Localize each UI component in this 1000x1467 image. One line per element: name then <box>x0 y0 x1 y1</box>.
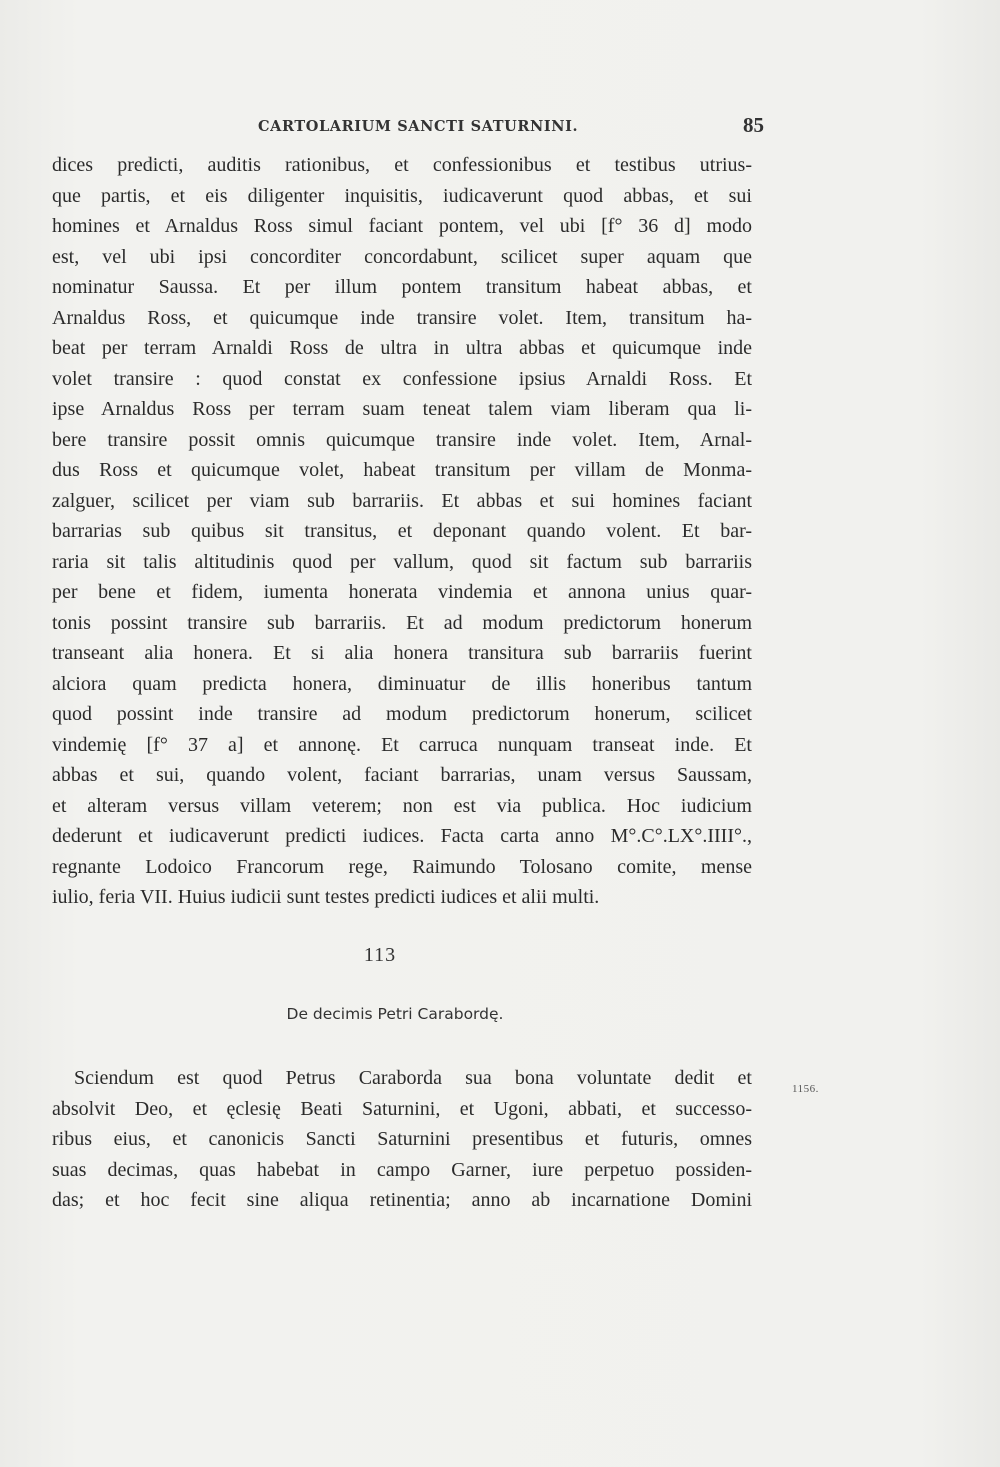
text-line: homines et Arnaldus Ross simul faciant pontem, vel ubi [f° 36 d] modo <box>52 215 752 237</box>
text-line: vindemię [f° 37 a] et annonę. Et carruca nunquam transeat inde. Et <box>52 733 752 756</box>
text-line: et alteram versus villam veterem; non est via publica. Hoc iudicium <box>52 794 752 817</box>
text-line: Arnaldus Ross, et quicumque inde transire volet. Item, transitum ha- <box>52 306 752 329</box>
running-head <box>56 112 764 142</box>
text-line: beat per terram Arnaldi Ross de ultra in ultra abbas et quicumque inde <box>52 337 752 359</box>
text-line: tonis possint transire sub barrariis. Et ad modum predictorum honerum <box>52 611 752 634</box>
text-line: barrarias sub quibus sit transitus, et deponant quando volent. Et bar- <box>52 520 752 542</box>
charter-number: 113 <box>363 944 397 966</box>
text-line: que partis, et eis diligenter inquisitis, iudicaverunt quod abbas, et sui <box>52 184 752 207</box>
text-line: iulio, feria VII. Huius iudicii sunt testes predicti iudices et alii multi. <box>52 886 600 908</box>
charter-paragraph <box>52 1063 752 1216</box>
running-title: CARTOLARIUM SANCTI SATURNINI. <box>258 118 579 135</box>
text-line: bere transire possit omnis quicumque transire inde volet. Item, Arnal- <box>52 428 752 451</box>
text-line: quod possint inde transire ad modum predictorum honerum, scilicet <box>52 703 752 725</box>
text-line: volet transire : quod constat ex confessione ipsius Arnaldi Ross. Et <box>52 367 752 390</box>
text-line: ipse Arnaldus Ross per terram suam teneat talem viam liberam qua li- <box>52 398 752 420</box>
continued-paragraph <box>52 150 752 913</box>
text-line: raria sit talis altitudinis quod per vallum, quod sit factum sub barrariis <box>52 550 752 573</box>
text-line: abbas et sui, quando volent, faciant barrarias, unam versus Saussam, <box>52 764 752 786</box>
charter-title: De decimis Petri Carabordę. <box>286 1005 504 1023</box>
text-line: suas decimas, quas habebat in campo Garner, iure perpetuo possiden- <box>52 1158 752 1181</box>
margin-date: 1156. <box>792 1083 819 1095</box>
text-line: absolvit Deo, et ęclesię Beati Saturnini, et Ugoni, abbati, et successo- <box>52 1097 752 1120</box>
text-line: per bene et fidem, iumenta honerata vindemia et annona unius quar- <box>52 581 752 603</box>
text-line: est, vel ubi ipsi concorditer concordabunt, scilicet super aquam que <box>52 245 752 268</box>
text-line: Sciendum est quod Petrus Caraborda sua bona voluntate dedit et <box>74 1067 752 1089</box>
text-line: das; et hoc fecit sine aliqua retinentia; anno ab incarnatione Domini <box>52 1189 752 1211</box>
page-number: 85 <box>743 113 764 137</box>
text-line: transeant alia honera. Et si alia honera transitura sub barrariis fuerint <box>52 642 752 664</box>
text-line: alciora quam predicta honera, diminuatur de illis honeribus tantum <box>52 672 752 695</box>
text-line: regnante Lodoico Francorum rege, Raimundo Tolosano comite, mense <box>52 855 752 878</box>
text-line: zalguer, scilicet per viam sub barrariis. Et abbas et sui homines faciant <box>52 489 752 512</box>
text-line: dederunt et iudicaverunt predicti iudices. Facta carta anno M°.C°.LX°.IIII°., <box>52 825 752 847</box>
text-line: nominatur Saussa. Et per illum pontem transitum habeat abbas, et <box>52 276 752 298</box>
text-line: ribus eius, et canonicis Sancti Saturnini presentibus et futuris, omnes <box>52 1128 752 1150</box>
text-line: dus Ross et quicumque volet, habeat transitum per villam de Monma- <box>52 459 752 481</box>
text-line: dices predicti, auditis rationibus, et confessionibus et testibus utrius- <box>52 154 752 176</box>
